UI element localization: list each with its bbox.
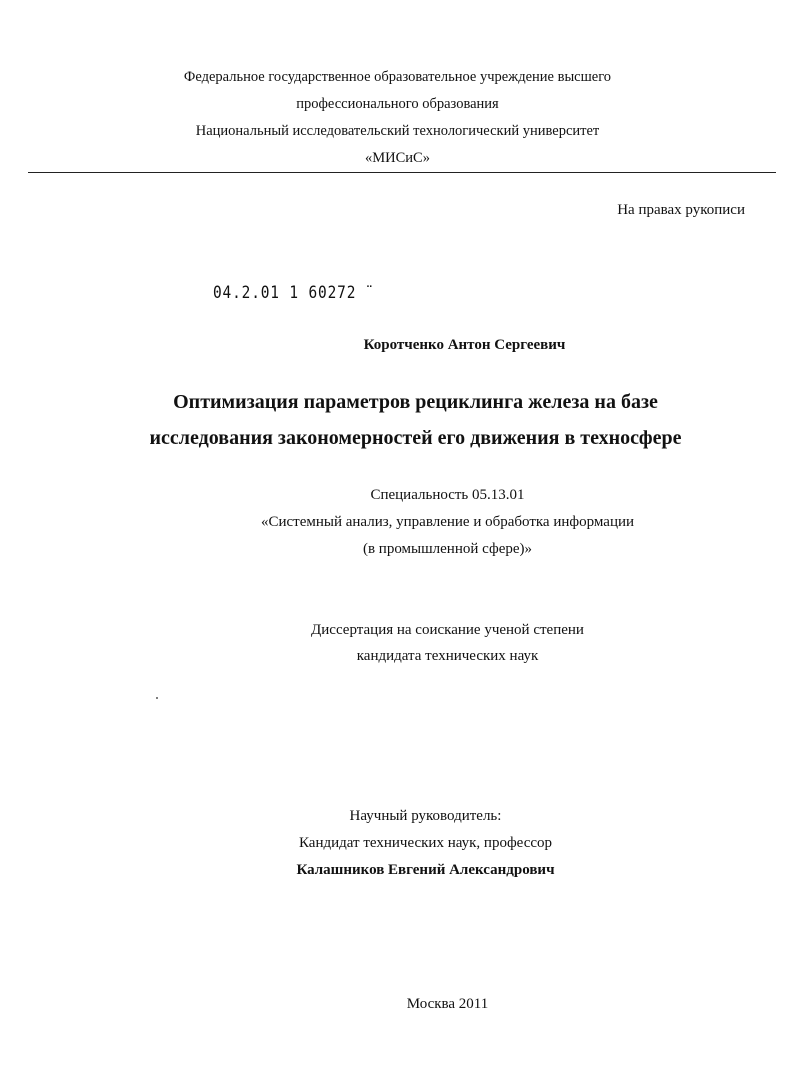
specialty-code: Специальность 05.13.01 bbox=[370, 487, 525, 503]
dissertation-line-2: кандидата технических наук bbox=[356, 648, 539, 664]
thesis-title-line-2: исследования закономерностей его движения в техносфере bbox=[149, 427, 682, 449]
dissertation-line-1: Диссертация на соискание ученой степени bbox=[311, 622, 584, 638]
institution-line-2: профессионального образования bbox=[296, 96, 499, 112]
institution-line-3: Национальный исследовательский технологический университет bbox=[195, 123, 600, 139]
specialty-name-line-1: «Системный анализ, управление и обработка информации bbox=[260, 514, 635, 530]
institution-line-1: Федеральное государственное образовательное учреждение высшего bbox=[183, 69, 612, 85]
city-year: Москва 2011 bbox=[406, 996, 489, 1012]
header-divider bbox=[28, 172, 776, 173]
specialty-name-line-2: (в промышленной сфере)» bbox=[362, 541, 533, 557]
author-name: Коротченко Антон Сергеевич bbox=[363, 337, 566, 353]
supervisor-label: Научный руководитель: bbox=[349, 808, 502, 824]
institution-line-4: «МИСиС» bbox=[365, 150, 430, 166]
supervisor-name: Калашников Евгений Александрович bbox=[296, 862, 555, 878]
thesis-title-line-1: Оптимизация параметров рециклинга железа на базе bbox=[173, 391, 658, 413]
scan-speck bbox=[156, 697, 158, 699]
registry-number-stamp: 04.2.01 1 60272 ̈ bbox=[213, 283, 366, 303]
rights-note: На правах рукописи bbox=[617, 202, 745, 218]
supervisor-degree: Кандидат технических наук, профессор bbox=[298, 835, 553, 851]
